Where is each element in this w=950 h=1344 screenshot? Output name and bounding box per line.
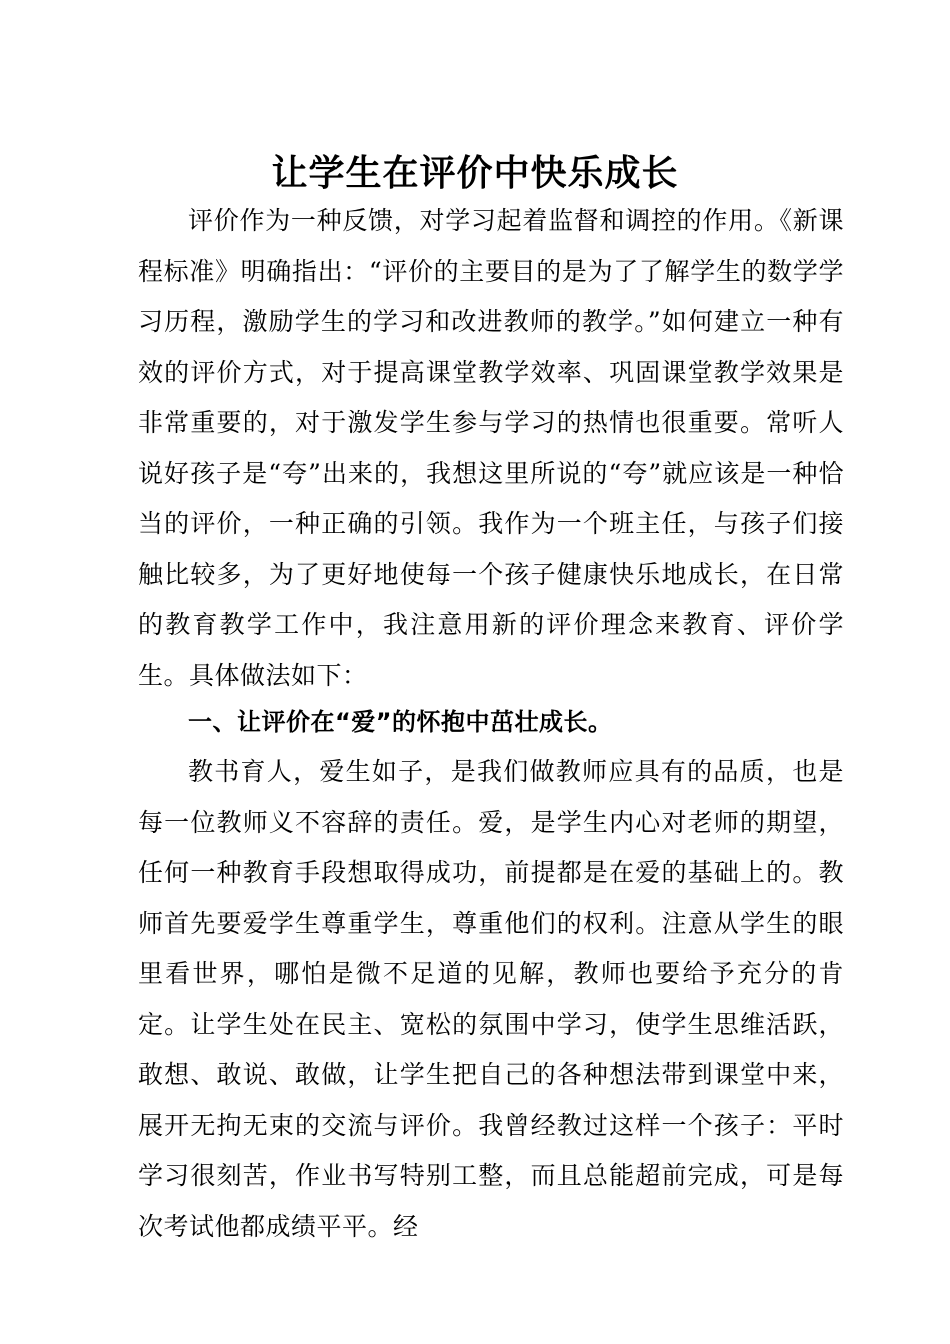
intro-paragraph: 评价作为一种反馈，对学习起着监督和调控的作用。《新课程标准》明确指出：“评价的主要目的是为了了解学生的数学学习历程，激励学生的学习和改进教师的教学。”如何建立一种有效的评价方式，对于提高课堂教学效率、巩固课堂教学效果是非常重要的，对于激发学生参与学习的热情也很重要。常听人说好孩子是“夸”出来的，我想这里所说的“夸”就应该是一种恰当的评价，一种正确的引领。我作为一个班主任，与孩子们接触比较多，为了更好地使每一个孩子健康快乐地成长，在日常的教育教学工作中，我注意用新的评价理念来教育、评价学生。具体做法如下： [138, 206, 844, 690]
section-heading: 一、让评价在“爱”的怀抱中茁壮成长。 [188, 708, 613, 736]
section-paragraph: 教书育人，爱生如子，是我们做教师应具有的品质，也是每一位教师义不容辞的责任。爱，是学生内心对老师的期望，任何一种教育手段想取得成功，前提都是在爱的基础上的。教师首先要爱学生尊重学生，尊重他们的权利。注意从学生的眼里看世界，哪怕是微不足道的见解，教师也要给予充分的肯定。让学生处在民主、宽松的氛围中学习，使学生思维活跃，敢想、敢说、敢做，让学生把自己的各种想法带到课堂中来，展开无拘无束的交流与评价。我曾经教过这样一个孩子：平时学习很刻苦，作业书写特别工整，而且总能超前完成，可是每次考试他都成绩平平。经 [138, 757, 844, 1241]
document-title: 让学生在评价中快乐成长 [271, 152, 679, 194]
